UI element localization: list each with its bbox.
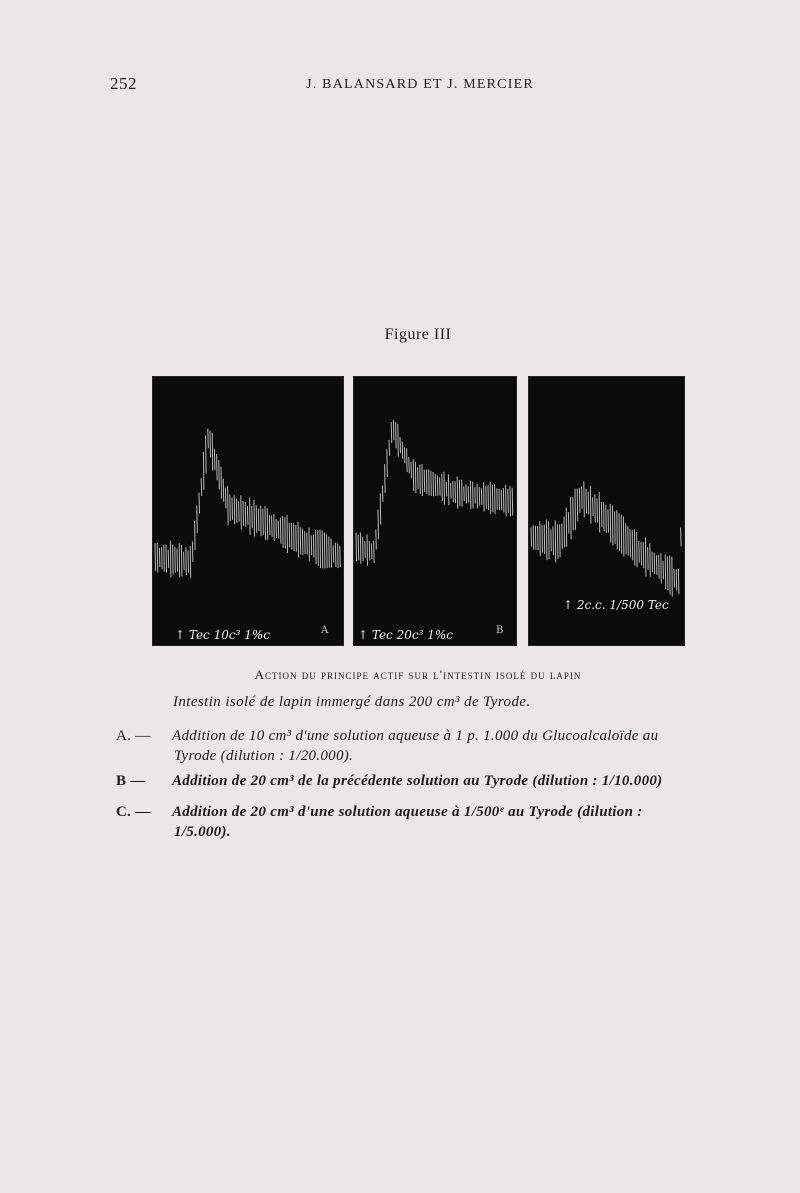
- trace-stroke: [285, 517, 286, 548]
- trace-stroke: [426, 470, 427, 494]
- trace-stroke: [256, 505, 257, 532]
- trace-stroke: [431, 471, 432, 496]
- trace-stroke: [280, 518, 281, 544]
- trace-stroke: [254, 500, 255, 537]
- trace-stroke: [650, 543, 651, 577]
- trace-stroke: [327, 535, 328, 569]
- trace-stroke: [380, 493, 381, 524]
- trace-stroke: [201, 478, 202, 496]
- trace-stroke: [296, 525, 297, 552]
- trace-stroke: [632, 530, 633, 560]
- trace-stroke: [358, 535, 359, 560]
- trace-stroke: [424, 470, 425, 492]
- trace-stroke: [497, 489, 498, 510]
- trace-stroke: [307, 532, 308, 554]
- trace-stroke: [503, 488, 504, 512]
- trace-stroke: [413, 459, 414, 491]
- trace-stroke: [197, 505, 198, 533]
- trace-stroke: [245, 502, 246, 527]
- trace-stroke: [203, 452, 204, 490]
- trace-stroke: [681, 528, 682, 547]
- trace-stroke: [247, 506, 248, 525]
- trace-stroke: [159, 548, 160, 567]
- trace-stroke: [667, 556, 668, 590]
- trace-stroke: [316, 530, 317, 564]
- trace-stroke: [391, 422, 392, 443]
- figure-caption-subtitle: Intestin isolé de lapin immergé dans 200 cm³ de Tyrode.: [173, 694, 531, 710]
- trace-stroke: [407, 448, 408, 472]
- trace-stroke: [175, 547, 176, 573]
- entry-text: Addition de 20 cm³ de la précédente solution au Tyrode (dilution : 1/10.000): [172, 773, 663, 789]
- trace-stroke: [300, 527, 301, 554]
- trace-stroke: [601, 502, 602, 527]
- trace-stroke: [324, 532, 325, 568]
- trace-stroke: [184, 552, 185, 571]
- trace-stroke: [239, 501, 240, 521]
- trace-stroke: [274, 514, 275, 541]
- trace-stroke: [637, 532, 638, 567]
- trace-stroke: [462, 480, 463, 507]
- trace-stroke: [623, 516, 624, 556]
- trace-stroke: [335, 543, 336, 567]
- trace-stroke: [588, 492, 589, 515]
- trace-stroke: [573, 497, 574, 530]
- trace-stroke: [168, 550, 169, 569]
- trace-stroke: [475, 487, 476, 503]
- kymograph-trace-a: [153, 377, 343, 645]
- trace-stroke: [549, 521, 550, 559]
- trace-stroke: [451, 483, 452, 498]
- figure-panel-a: [152, 376, 344, 646]
- trace-stroke: [276, 519, 277, 538]
- trace-stroke: [230, 494, 231, 521]
- trace-stroke: [269, 515, 270, 535]
- trace-stroke: [261, 506, 262, 536]
- kymograph-trace-b: [354, 377, 516, 645]
- trace-stroke: [566, 508, 567, 547]
- trace-stroke: [670, 555, 671, 594]
- entry-letter: B —: [116, 773, 146, 789]
- trace-stroke: [228, 486, 229, 525]
- trace-stroke: [582, 486, 583, 508]
- trace-stroke: [486, 486, 487, 509]
- trace-stroke: [553, 526, 554, 555]
- trace-stroke: [243, 501, 244, 526]
- trace-stroke: [177, 548, 178, 571]
- trace-stroke: [590, 486, 591, 524]
- trace-stroke: [630, 529, 631, 556]
- trace-stroke: [385, 464, 386, 493]
- trace-stroke: [402, 442, 403, 459]
- trace-stroke: [674, 569, 675, 588]
- panel-a-annotation: ↑ Tec 10c³ 1%c: [175, 628, 270, 642]
- trace-stroke: [442, 474, 443, 501]
- trace-stroke: [429, 469, 430, 495]
- trace-stroke: [267, 508, 268, 539]
- trace-stroke: [422, 464, 423, 496]
- trace-stroke: [468, 486, 469, 502]
- trace-stroke: [278, 521, 279, 539]
- trace-stroke: [628, 526, 629, 555]
- trace-stroke: [340, 546, 341, 568]
- trace-stroke: [555, 520, 556, 562]
- trace-stroke: [643, 542, 644, 568]
- entry-continuation: Tyrode (dilution : 1/20.000).: [174, 748, 354, 764]
- trace-stroke: [615, 511, 616, 544]
- trace-stroke: [568, 512, 569, 534]
- trace-stroke: [333, 545, 334, 562]
- trace-stroke: [656, 555, 657, 574]
- trace-stroke: [241, 495, 242, 529]
- trace-stroke: [418, 467, 419, 489]
- trace-stroke: [639, 541, 640, 563]
- trace-stroke: [621, 515, 622, 554]
- trace-stroke: [531, 527, 532, 546]
- trace-stroke: [396, 422, 397, 448]
- trace-stroke: [446, 482, 447, 497]
- trace-stroke: [551, 530, 552, 552]
- trace-stroke: [610, 504, 611, 543]
- trace-stroke: [495, 484, 496, 514]
- panel-b-corner-letter: B: [496, 625, 504, 636]
- trace-stroke: [199, 493, 200, 514]
- trace-stroke: [470, 480, 471, 509]
- trace-stroke: [190, 546, 191, 578]
- trace-stroke: [579, 488, 580, 513]
- trace-stroke: [595, 494, 596, 522]
- trace-stroke: [448, 474, 449, 505]
- trace-stroke: [546, 519, 547, 560]
- trace-stroke: [305, 531, 306, 554]
- trace-stroke: [437, 476, 438, 496]
- trace-stroke: [575, 489, 576, 530]
- trace-stroke: [162, 547, 163, 569]
- trace-stroke: [252, 506, 253, 528]
- trace-stroke: [356, 533, 357, 561]
- trace-stroke: [374, 541, 375, 563]
- trace-stroke: [508, 489, 509, 513]
- trace-stroke: [291, 523, 292, 550]
- trace-stroke: [265, 506, 266, 540]
- figure-caption-title: [0, 667, 800, 683]
- trace-stroke: [626, 523, 627, 554]
- caption-title-text: Action du principe actif sur l'intestin isolé du lapin: [254, 667, 582, 682]
- trace-stroke: [393, 420, 394, 440]
- trace-stroke: [318, 530, 319, 566]
- trace-stroke: [490, 482, 491, 514]
- trace-stroke: [173, 544, 174, 574]
- trace-stroke: [157, 543, 158, 572]
- trace-stroke: [599, 492, 600, 532]
- trace-stroke: [473, 482, 474, 509]
- caption-entry-c: [116, 802, 736, 842]
- trace-stroke: [389, 440, 390, 456]
- trace-stroke: [540, 521, 541, 556]
- trace-stroke: [492, 485, 493, 512]
- trace-stroke: [544, 525, 545, 555]
- trace-stroke: [453, 481, 454, 502]
- trace-stroke: [659, 555, 660, 579]
- figure-label: Figure III: [384, 326, 452, 343]
- trace-stroke: [440, 477, 441, 495]
- trace-stroke: [484, 482, 485, 511]
- trace-stroke: [499, 489, 500, 510]
- trace-stroke: [210, 431, 211, 458]
- trace-stroke: [564, 517, 565, 547]
- trace-stroke: [571, 497, 572, 539]
- trace-stroke: [535, 526, 536, 550]
- trace-stroke: [645, 537, 646, 576]
- trace-stroke: [479, 487, 480, 506]
- trace-stroke: [676, 569, 677, 590]
- trace-stroke: [225, 488, 226, 509]
- trace-stroke: [542, 525, 543, 552]
- trace-stroke: [411, 462, 412, 478]
- trace-stroke: [309, 528, 310, 561]
- trace-stroke: [538, 526, 539, 550]
- trace-stroke: [665, 554, 666, 589]
- trace-stroke: [678, 569, 679, 594]
- trace-stroke: [382, 486, 383, 502]
- trace-stroke: [420, 464, 421, 493]
- trace-stroke: [612, 506, 613, 546]
- trace-stroke: [652, 552, 653, 572]
- entry-text: Addition de 10 cm³ d'une solution aqueuse à 1 p. 1.000 du Glucoalcaloïde au: [172, 728, 659, 744]
- panel-b-annotation: ↑ Tec 20c³ 1%c: [358, 628, 453, 642]
- trace-stroke: [663, 561, 664, 579]
- trace-stroke: [258, 509, 259, 531]
- trace-stroke: [166, 544, 167, 572]
- trace-stroke: [234, 495, 235, 524]
- trace-stroke: [294, 523, 295, 551]
- trace-stroke: [512, 488, 513, 516]
- trace-stroke: [533, 525, 534, 549]
- trace-stroke: [192, 542, 193, 562]
- trace-stroke: [577, 488, 578, 521]
- entry-continuation: 1/5.000).: [174, 824, 231, 840]
- trace-stroke: [608, 509, 609, 532]
- running-head: J. BALANSARD ET J. MERCIER: [306, 77, 534, 92]
- entry-text: Addition de 20 cm³ d'une solution aqueuse à 1/500ᵉ au Tyrode (dilution :: [172, 804, 643, 820]
- trace-stroke: [287, 515, 288, 553]
- trace-stroke: [444, 472, 445, 505]
- trace-stroke: [322, 531, 323, 569]
- trace-stroke: [457, 477, 458, 509]
- trace-stroke: [641, 542, 642, 565]
- trace-stroke: [208, 429, 209, 449]
- kymograph-trace-c: [529, 377, 684, 645]
- trace-stroke: [557, 524, 558, 559]
- trace-stroke: [634, 529, 635, 565]
- trace-stroke: [617, 510, 618, 549]
- trace-stroke: [387, 449, 388, 477]
- trace-stroke: [400, 437, 401, 453]
- trace-stroke: [360, 532, 361, 563]
- trace-stroke: [466, 485, 467, 504]
- trace-stroke: [584, 481, 585, 517]
- caption-entry-b: [116, 771, 736, 791]
- trace-stroke: [186, 547, 187, 575]
- trace-stroke: [188, 551, 189, 573]
- trace-stroke: [672, 557, 673, 597]
- trace-stroke: [320, 529, 321, 567]
- trace-stroke: [415, 462, 416, 493]
- trace-stroke: [481, 488, 482, 505]
- trace-stroke: [506, 485, 507, 516]
- trace-stroke: [331, 538, 332, 567]
- trace-stroke: [404, 447, 405, 463]
- trace-stroke: [367, 534, 368, 565]
- trace-stroke: [164, 545, 165, 572]
- trace-stroke: [369, 541, 370, 560]
- trace-stroke: [263, 509, 264, 535]
- trace-stroke: [661, 553, 662, 583]
- trace-stroke: [298, 522, 299, 558]
- trace-stroke: [488, 485, 489, 510]
- trace-stroke: [560, 524, 561, 557]
- trace-stroke: [232, 498, 233, 520]
- trace-stroke: [181, 545, 182, 577]
- trace-stroke: [170, 541, 171, 577]
- trace-stroke: [593, 497, 594, 516]
- trace-stroke: [464, 486, 465, 501]
- trace-stroke: [597, 498, 598, 522]
- trace-stroke: [459, 480, 460, 506]
- entry-letter: C. —: [116, 804, 151, 820]
- trace-stroke: [398, 424, 399, 457]
- trace-stroke: [313, 535, 314, 558]
- trace-stroke: [365, 541, 366, 558]
- trace-stroke: [606, 505, 607, 533]
- trace-stroke: [155, 543, 156, 571]
- trace-stroke: [289, 523, 290, 547]
- trace-stroke: [250, 497, 251, 535]
- trace-stroke: [501, 490, 502, 510]
- trace-stroke: [409, 457, 410, 473]
- trace-stroke: [311, 535, 312, 555]
- trace-stroke: [371, 544, 372, 559]
- trace-stroke: [433, 472, 434, 496]
- trace-stroke: [376, 529, 377, 549]
- trace-stroke: [223, 479, 224, 502]
- trace-stroke: [654, 553, 655, 575]
- trace-stroke: [586, 489, 587, 514]
- trace-stroke: [435, 474, 436, 496]
- trace-stroke: [283, 516, 284, 548]
- page-number: 252: [110, 74, 137, 93]
- trace-stroke: [179, 543, 180, 577]
- trace-stroke: [363, 537, 364, 562]
- trace-stroke: [648, 547, 649, 570]
- trace-stroke: [217, 454, 218, 480]
- trace-stroke: [378, 509, 379, 538]
- trace-stroke: [206, 435, 207, 474]
- trace-stroke: [562, 524, 563, 549]
- trace-stroke: [619, 513, 620, 550]
- trace-stroke: [221, 467, 222, 499]
- trace-stroke: [302, 528, 303, 555]
- trace-stroke: [604, 502, 605, 531]
- trace-stroke: [455, 481, 456, 503]
- trace-stroke: [195, 521, 196, 550]
- trace-stroke: [338, 543, 339, 568]
- entry-letter: A. —: [116, 728, 151, 744]
- trace-stroke: [236, 498, 237, 522]
- figure-panel-c: [528, 376, 685, 646]
- trace-stroke: [477, 484, 478, 508]
- caption-entry-a: [116, 726, 736, 766]
- panel-a-corner-letter: A: [321, 625, 329, 636]
- figure-panel-b: [353, 376, 517, 646]
- panel-c-annotation: ↑ 2c.c. 1/500 Tec: [563, 598, 669, 612]
- trace-stroke: [212, 433, 213, 471]
- trace-stroke: [219, 460, 220, 489]
- trace-stroke: [272, 515, 273, 537]
- trace-stroke: [329, 537, 330, 568]
- trace-stroke: [510, 486, 511, 516]
- trace-stroke: [214, 449, 215, 470]
